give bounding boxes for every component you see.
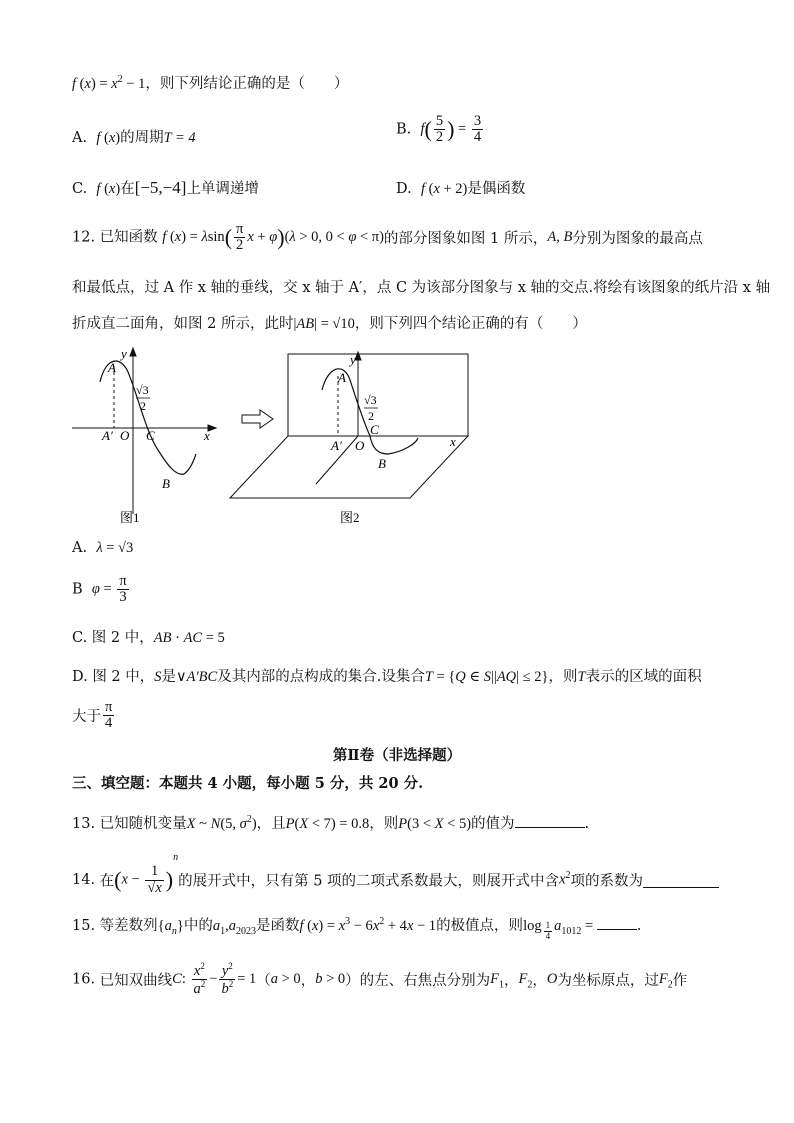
fig1-y-arrow [130,348,136,356]
q12-line2: 和最低点，过 A 作 x 轴的垂线，交 x 轴于 A′，点 C 为该部分图象与 x 轴的交点.将绘有该图象的纸片沿 x 轴 [72,280,771,296]
fig1-label-c: C [146,428,155,443]
q12-option-d[interactable]: D. 图 2 中，S是∨A′BC及其内部的点构成的集合.设集合T = {Q ∈ S||AQ| ≤ 2}，则T表示的区域的面积 [72,669,702,685]
svg-text:A: A [338,370,346,385]
q11-stem-tail: ，则下列结论正确的是（ ） [145,76,349,92]
q15-answer-blank[interactable] [597,915,637,930]
q11-option-b[interactable]: B. f( $\frac{5}{2}$ ) = $\frac{3}{4}$ [396,113,482,146]
section-3-title: 三、填空题：本题共 4 小题，每小题 5 分，共 20 分. [72,775,424,792]
q12-option-c[interactable]: C. 图 2 中，AB · AC = 5 [72,630,225,646]
q11-option-d[interactable]: D. f (x + 2)是偶函数 [396,181,526,197]
fig1-label-sqrt3: √3 [136,383,149,397]
svg-text:√3: √3 [364,393,377,407]
fig2-upper-curve [322,369,370,436]
q13-answer-blank[interactable] [515,813,585,828]
fig1-caption: 图1 [120,510,140,525]
fig1-label-a: A [108,360,116,375]
fig1-label-2: 2 [140,399,146,413]
fig1-label-o: O [120,428,130,443]
q12-line1: 12. 已知函数 f (x) = λsin( $\frac{\pi}{2}$ x + φ)(λ > 0, 0 < φ < π)的部分图象如图 1 所示，A, B分别为图象的最高点 [72,221,703,254]
svg-text:x: x [450,434,456,449]
q13: 13. 已知随机变量X ~ N(5, $\sigma^2$)，且P(X < 7) = 0.8，则P(3 < X < 5)的值为 . [72,814,590,832]
fig1-label-b: B [162,476,170,491]
q11-option-a[interactable]: A. f (x)的周期T = 4 [72,130,196,146]
q11-option-c[interactable]: C. f (x)在[−5,−4]上单调递增 [72,178,259,197]
fig2-caption: 图2 [340,510,360,525]
svg-text:B: B [378,456,386,471]
section-2-title: 第Ⅱ卷（非选择题） [332,747,462,764]
q12-line3: 折成直二面角，如图 2 所示，此时|AB| = √10，则下列四个结论正确的有（ ） [72,316,587,332]
fig2-horizontal-plane [230,436,468,498]
svg-text:A′: A′ [331,438,342,453]
svg-text:y: y [350,352,356,367]
figure-1 [66,342,226,532]
svg-text:C: C [370,422,379,437]
q14-answer-blank[interactable] [643,873,719,888]
q12-option-b[interactable]: B φ = $\frac{\pi}{3}$ [72,573,127,606]
q11-stem: f $(x) = x^2 - 1$，则下列结论正确的是（ ） [72,74,349,92]
q12-option-d-line2: 大于 $\frac{\pi}{4}$ [72,699,113,732]
fig1-label-y: y [121,346,127,361]
q12-option-a[interactable]: A. λ = √3 [72,540,134,556]
figure-2 [226,346,476,532]
fig2-lower-curve [370,436,418,454]
q15: 15. 等差数列$\{a_n\}$中的$a_1,a_{2023}$是函数f $(x) = x^3 - 6x^2 + 4x - 1$的极值点，则log $_{\frac{1}{4}}$ $a_{1012}$ = . [72,916,642,941]
q16: 16. 已知双曲线C: $\frac{x^2}{a^2}$ − $\frac{y^2}{b^2}$ = 1（a > 0，b > 0）的左、右焦点分别为$F_1$，$F_2$，O为坐标原点，过$F_2$作 [72,961,688,997]
svg-text:2: 2 [368,409,374,423]
q14: 14. 在(x − $\frac{1}{√x}$ )$^n$的展开式中，只有第 5 项的二项式系数最大，则展开式中含$x^2$项的系数为 [72,852,719,896]
fig1-label-aprime: A′ [102,428,113,443]
fig1-label-x: x [204,428,210,443]
svg-text:O: O [355,438,365,453]
